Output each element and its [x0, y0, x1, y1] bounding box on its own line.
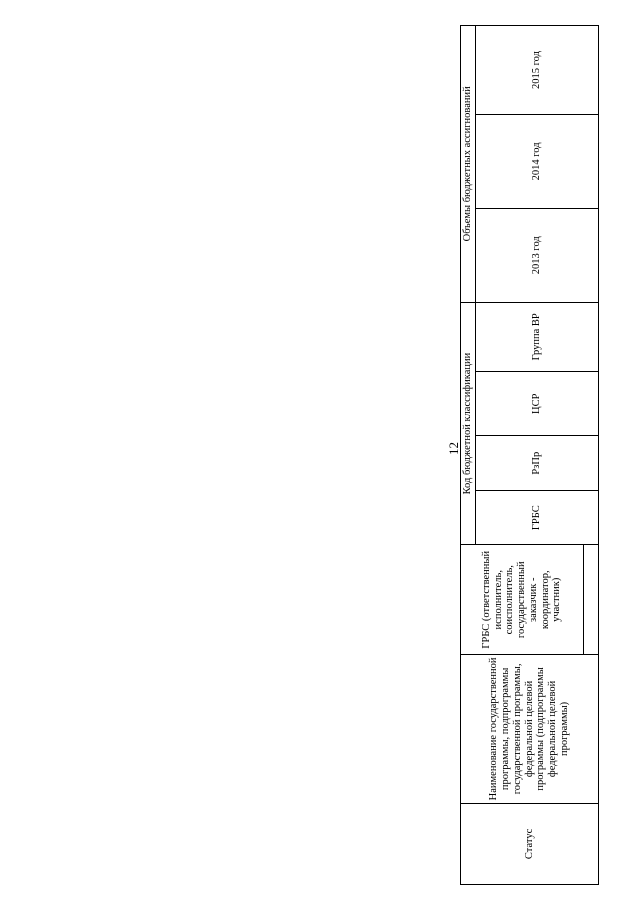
header-status: Статус [461, 803, 599, 884]
rotated-sheet [0, 25, 640, 905]
header-code-rzpr: РзПр [476, 436, 599, 491]
header-code-csr: ЦСР [476, 372, 599, 436]
header-name: Наименование государственной программы, подпрограммы государственной программы, федеральной целевой программы (подпрограммы федеральной целевой программы) [461, 655, 599, 804]
header-code-grbs: ГРБС [476, 490, 599, 545]
page-number: 12 [446, 442, 461, 455]
header-year-2015: 2015 год [476, 26, 599, 115]
header-year-2014: 2014 год [476, 114, 599, 208]
header-year-2013: 2013 год [476, 208, 599, 302]
header-budget-code: Код бюджетной классификации [461, 302, 476, 545]
table-header [460, 25, 599, 885]
header-grbs: ГРБС (ответственный исполнитель, соисполнитель, государственный заказчик - координатор, участник) [461, 545, 584, 655]
header-code-vr: Группа ВР [476, 302, 599, 371]
header-grbs-blank [584, 545, 599, 655]
header-budget-volume: Объемы бюджетных ассигнований [461, 26, 476, 303]
